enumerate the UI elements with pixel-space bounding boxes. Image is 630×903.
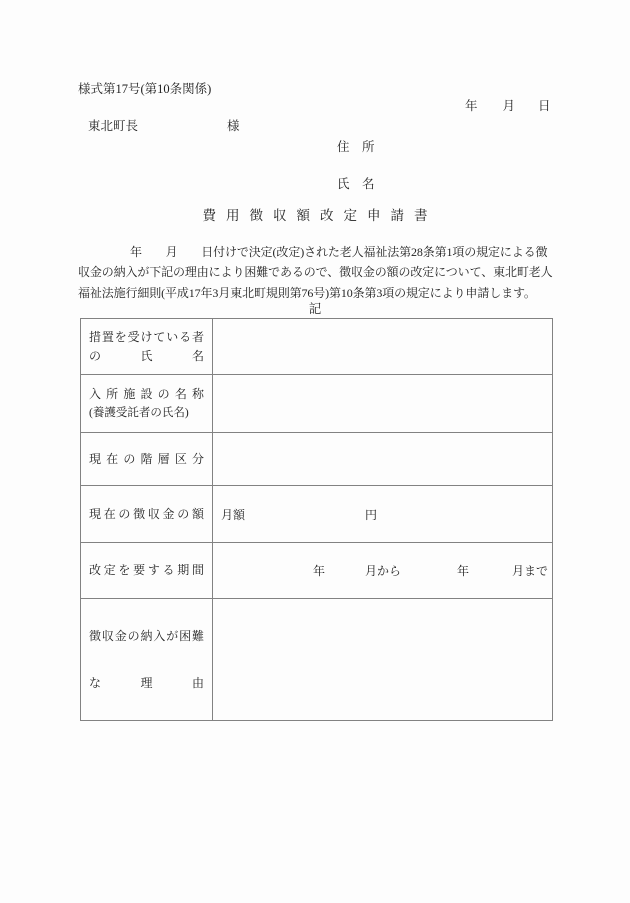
application-form-table — [80, 318, 553, 721]
table-row-revision-period — [81, 543, 553, 599]
row-label-line: 徴収金の納入が困難 — [89, 628, 204, 643]
name-label: 氏 名 — [337, 177, 375, 191]
addressee-honorific: 様 — [227, 119, 240, 133]
addressee-name: 東北町長 — [88, 119, 139, 133]
date-year-label: 年 — [465, 99, 478, 113]
form-number: 様式第17号(第10条関係) — [78, 82, 212, 96]
fill-in-area-current-amount — [213, 486, 553, 543]
row-label-cell — [81, 599, 213, 721]
body-line-2: 収金の納入が下記の理由により困難であるので、徴収金の額の改定について、東北町老人 — [78, 265, 553, 280]
body-line-3: 福祉法施行細則(平成17年3月東北町規則第76号)第10条第3項の規定により申請します。 — [78, 285, 536, 300]
period-year-to-label: 年 — [457, 564, 470, 578]
date-line — [465, 96, 551, 114]
monthly-amount-prefix: 月額 — [221, 507, 246, 522]
table-row-current-amount — [81, 486, 553, 543]
row-label-cell — [81, 543, 213, 599]
fill-in-area-person-name — [213, 319, 553, 375]
table-row-person-name — [81, 319, 553, 375]
row-label-line: 入所施設の名称 — [89, 386, 204, 401]
body-line-1: 年 月 日付けで決定(改定)された老人福祉法第28条第1項の規定による徴 — [130, 245, 548, 259]
fill-in-area-difficulty-reason — [213, 599, 553, 721]
fill-in-area-revision-period — [213, 543, 553, 599]
row-label-cell — [81, 486, 213, 543]
row-label-line: (養護受託者の氏名) — [89, 406, 189, 419]
row-label-line: 改定を要する期間 — [89, 563, 204, 577]
yen-unit-label: 円 — [365, 507, 378, 522]
table-row-difficulty-reason — [81, 599, 553, 721]
addressee-line — [88, 116, 240, 134]
period-year-from-label: 年 — [313, 564, 326, 578]
date-day-label: 日 — [538, 99, 551, 113]
row-label-line: 現在の徴収金の額 — [89, 506, 204, 521]
document-title: 費用徴収額改定申請書 — [202, 208, 438, 223]
row-label-line: 現在の階層区分 — [89, 451, 204, 466]
row-label-line: な理由 — [89, 675, 204, 690]
period-month-to-label: 月まで — [512, 564, 549, 578]
row-label-cell — [81, 319, 213, 375]
fill-in-area-current-tier — [213, 433, 553, 486]
ki-heading: 記 — [308, 302, 322, 316]
body-paragraph — [78, 242, 556, 303]
row-label-cell — [81, 433, 213, 486]
table-row-current-tier — [81, 433, 553, 486]
fill-in-area-facility-name — [213, 375, 553, 433]
period-month-from-label: 月から — [365, 564, 402, 578]
address-label: 住 所 — [337, 140, 375, 154]
row-label-cell — [81, 375, 213, 433]
row-label-line: 措置を受けている者 — [89, 329, 204, 344]
row-label-line: の氏名 — [89, 348, 204, 363]
table-row-facility-name — [81, 375, 553, 433]
date-month-label: 月 — [502, 99, 516, 113]
